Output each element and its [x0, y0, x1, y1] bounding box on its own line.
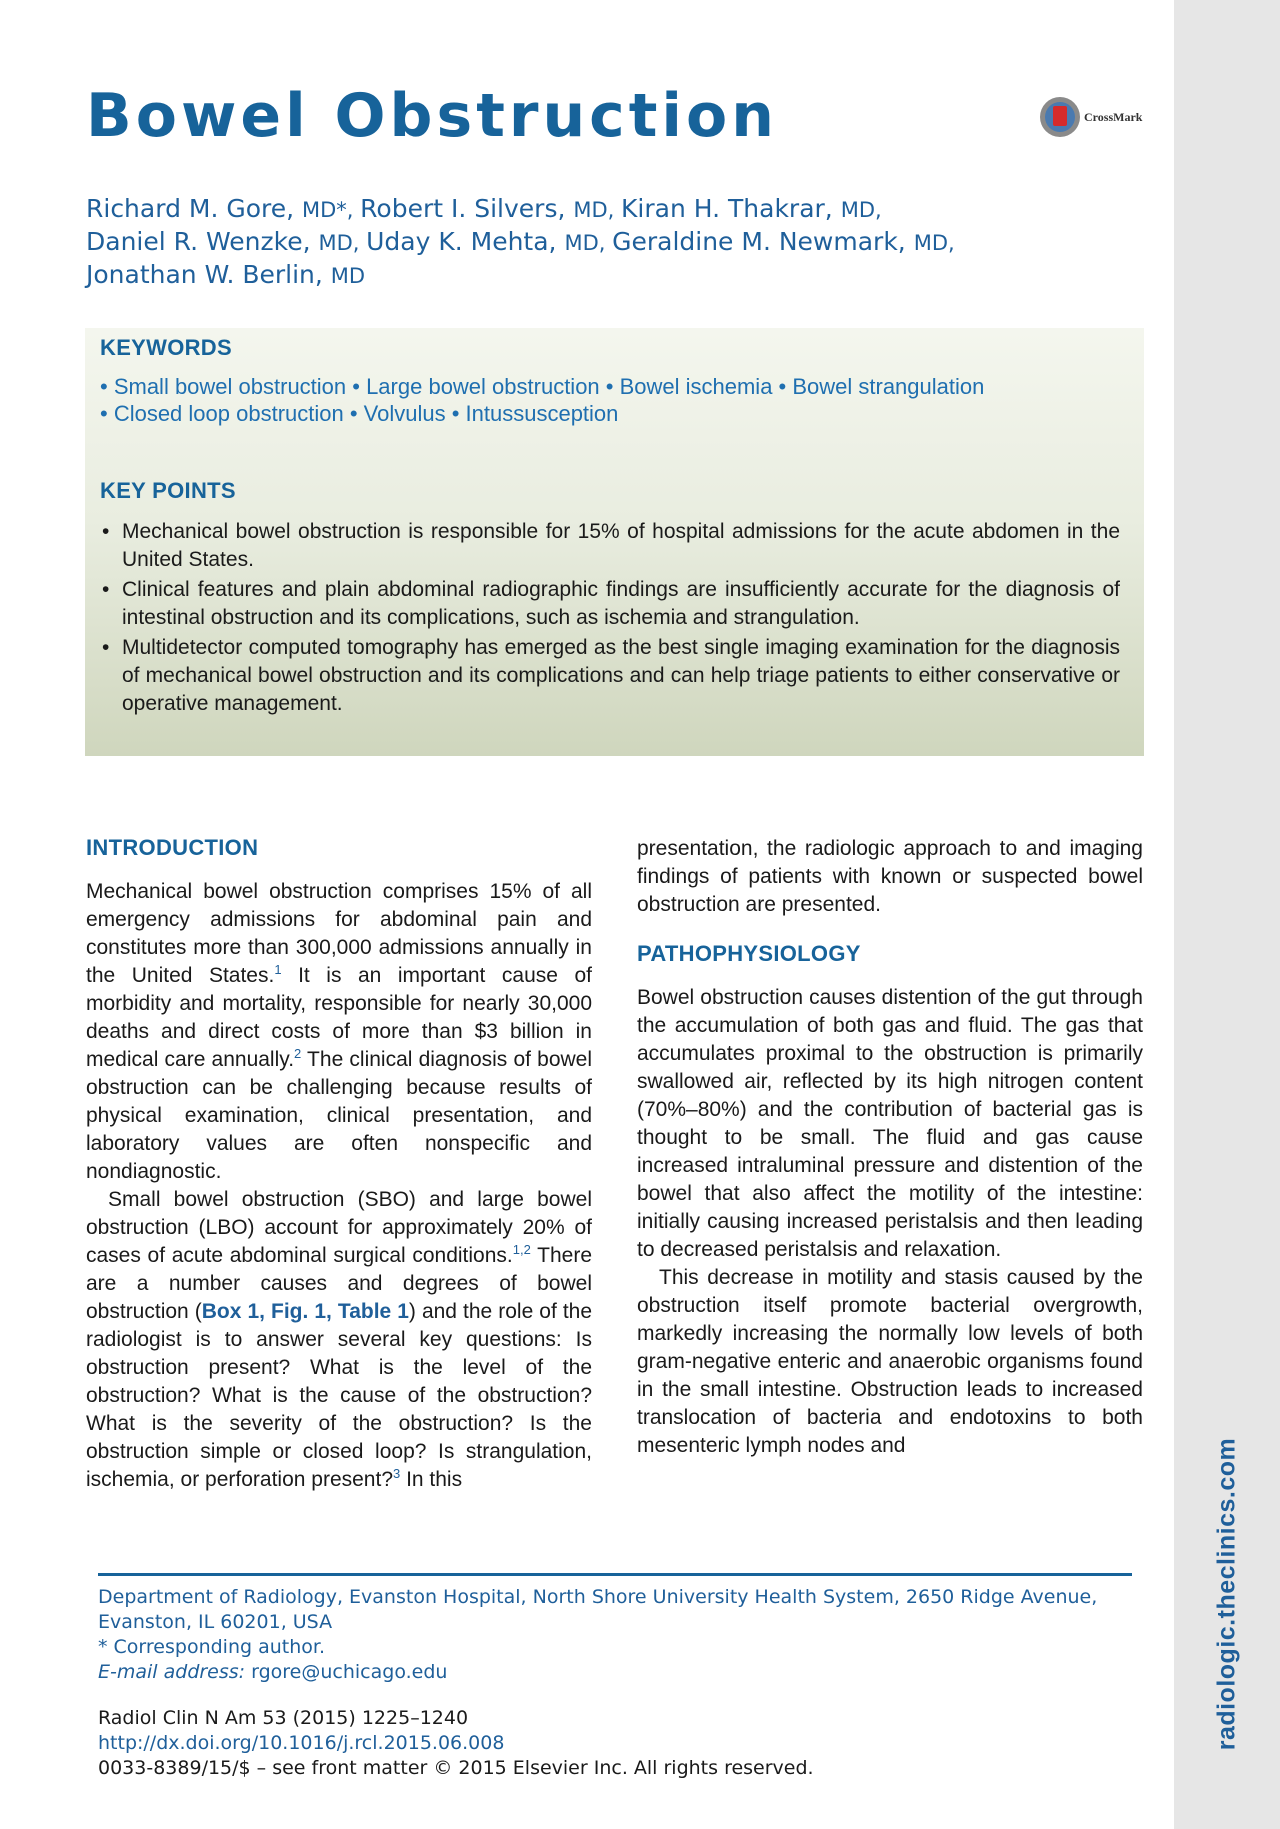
author-name: Daniel R. Wenzke, [86, 227, 319, 256]
journal-url[interactable]: radiologic.theclinics.com [1212, 1437, 1241, 1751]
text-run: The clinical diagnosis of bowel obstruction can be challenging because results of physical examination, clinical presentation, and laboratory values are often nonspecific and nondiagnostic. [86, 1048, 593, 1183]
intro-paragraph-2 [86, 1186, 592, 1494]
crossmark-label: CrossMark [1084, 109, 1143, 124]
author-degree: MD, [564, 231, 613, 255]
footer-divider [98, 1573, 1132, 1576]
citation-ref[interactable]: 2 [294, 1046, 302, 1061]
doi-link[interactable]: http://dx.doi.org/10.1016/j.rcl.2015.06.008 [98, 1732, 505, 1754]
author-name: Jonathan W. Berlin, [86, 260, 331, 289]
copyright-line: 0033-8389/15/$ – see front matter © 2015 Elsevier Inc. All rights reserved. [98, 1757, 814, 1779]
introduction-heading: INTRODUCTION [86, 835, 259, 860]
box-1-link[interactable]: Box 1 [201, 1300, 260, 1323]
author-list [86, 193, 1086, 292]
email-label: E-mail address: [98, 1661, 246, 1683]
text-run: There are a number causes and degrees of bowel obstruction ( [86, 1244, 592, 1323]
citation-ref[interactable]: 1,2 [512, 1242, 531, 1257]
author-degree: MD [330, 264, 366, 288]
author-degree: MD, [840, 198, 882, 222]
keywords-list [100, 373, 984, 427]
text-run: It is an important cause of morbidity and mortality, responsible for nearly 30,000 deaths and direct costs of more than $3 billion in medical care annually. [86, 964, 592, 1071]
affiliation-text: Department of Radiology, Evanston Hospital, North Shore University Health System, 2650 Ridge Avenue, Evanston, IL 60201, USA [98, 1586, 1098, 1633]
author-degree: MD, [573, 198, 622, 222]
author-degree: MD*, [302, 198, 361, 222]
author-line-2 [86, 226, 1086, 259]
author-name: Robert I. Silvers, [360, 194, 574, 223]
key-points-list [100, 518, 1120, 720]
crossmark-button[interactable] [1040, 97, 1142, 137]
key-points-heading: KEY POINTS [100, 478, 236, 503]
intro-paragraph-1 [86, 878, 592, 1186]
journal-citation: Radiol Clin N Am 53 (2015) 1225–1240 [98, 1707, 469, 1729]
patho-paragraph-1: Bowel obstruction causes distention of the gut through the accumulation of both gas and fluid. The gas that accumulates proximal to the obstruction is primarily swallowed air, reflected by its high nitrogen content (70%–80%) and the contribution of bacterial gas is thought to be small. The fluid and gas cause increased intraluminal pressure and distention of the bowel that also affect the motility of the intestine: initially causing increased peristalsis and then leading to decreased peristalsis and relaxation. [637, 986, 1143, 1261]
author-degree: MD, [318, 231, 367, 255]
keywords-keypoints-box [85, 328, 1144, 756]
author-name: Kiran H. Thakrar, [621, 194, 841, 223]
author-line-3 [86, 259, 1086, 292]
table-1-link[interactable]: Table 1 [337, 1300, 409, 1323]
key-point-item: • Mechanical bowel obstruction is responsible for 15% of hospital admissions for the acute abdomen in the United States. [100, 518, 1120, 574]
footer-citation [98, 1706, 814, 1781]
footer-affiliation [98, 1585, 1132, 1685]
keywords-line-1: • Small bowel obstruction • Large bowel obstruction • Bowel ischemia • Bowel strangulation [100, 374, 985, 399]
column-left [86, 833, 592, 1494]
email-link[interactable]: rgore@uchicago.edu [245, 1661, 448, 1683]
citation-ref[interactable]: 3 [393, 1466, 401, 1481]
patho-paragraph-2: This decrease in motility and stasis caused by the obstruction itself promote bacterial overgrowth, markedly increasing the normally low levels of both gram-negative enteric and anaerobic organisms found in the small intestine. Obstruction leads to increased translocation of bacteria and endotoxins to both mesenteric lymph nodes and [637, 1266, 1143, 1457]
text-run: Small bowel obstruction (SBO) and large bowel obstruction (LBO) account for approximately 20% of cases of acute abdominal surgical conditions. [86, 1188, 592, 1267]
text-run: Mechanical bowel obstruction comprises 15% of all emergency admissions for abdominal pain and constitutes more than 300,000 admissions annually in the United States. [86, 880, 592, 987]
citation-ref[interactable]: 1 [274, 962, 282, 977]
crossmark-icon [1040, 97, 1080, 137]
email-line [98, 1660, 1132, 1685]
figure-1-link[interactable]: Fig. 1 [271, 1300, 327, 1323]
article-title: Bowel Obstruction [86, 81, 778, 151]
author-name: Geraldine M. Newmark, [612, 227, 914, 256]
author-name: Richard M. Gore, [86, 194, 303, 223]
column-right [637, 835, 1143, 1460]
key-point-item: • Multidetector computed tomography has emerged as the best single imaging examination for the diagnosis of mechanical bowel obstruction and its complications and can help triage patients to either conservative or operative management. [100, 634, 1120, 718]
link-separator: , [259, 1300, 272, 1323]
pathophysiology-heading: PATHOPHYSIOLOGY [637, 941, 861, 966]
keywords-line-2: • Closed loop obstruction • Volvulus • Intussusception [100, 401, 619, 426]
keywords-heading: KEYWORDS [100, 335, 232, 360]
intro-paragraph-3: presentation, the radiologic approach to and imaging findings of patients with known or suspected bowel obstruction are presented. [637, 837, 1143, 916]
author-line-1 [86, 193, 1086, 226]
key-point-item: • Clinical features and plain abdominal radiographic findings are insufficiently accurate for the diagnosis of intestinal obstruction and its complications, such as ischemia and strangulation. [100, 576, 1120, 632]
author-degree: MD, [913, 231, 955, 255]
corresponding-author: * Corresponding author. [98, 1636, 326, 1658]
link-separator: , [326, 1300, 338, 1323]
text-run: In this [400, 1468, 463, 1491]
text-run: ) and the role of the radiologist is to answer several key questions: Is obstruction present? What is the level of the obstruction? What is the cause of the obstruction? What is the severity of the obstruction? Is the obstruction simple or closed loop? Is strangulation, ischemia, or perforation present? [86, 1300, 593, 1491]
author-name: Uday K. Mehta, [366, 227, 565, 256]
